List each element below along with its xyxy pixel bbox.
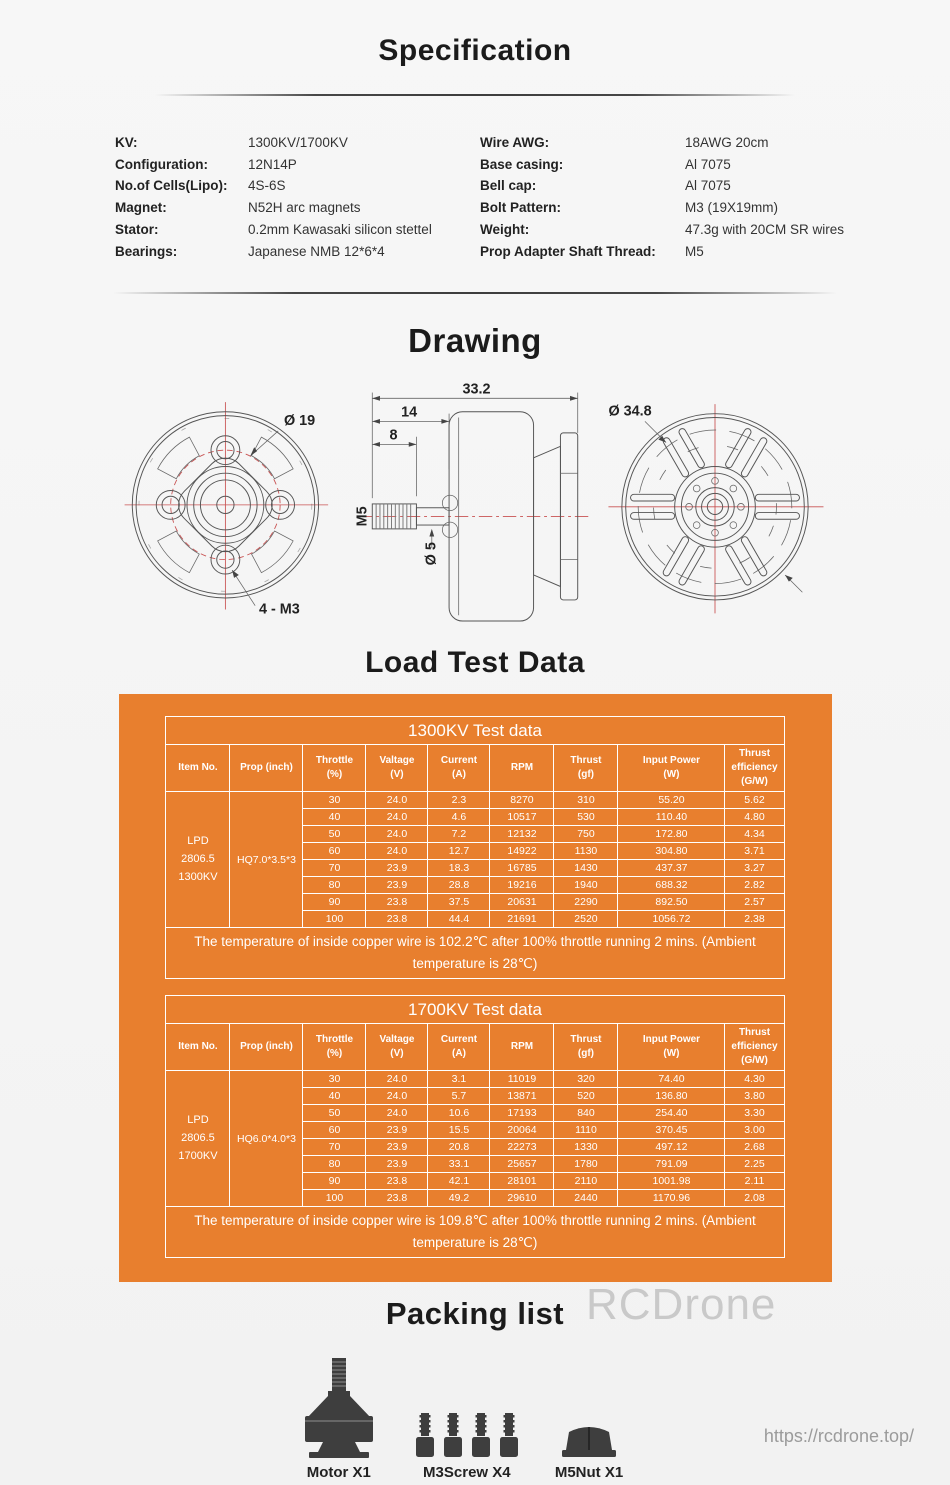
data-cell: 530: [554, 809, 618, 826]
data-cell: 17193: [490, 1105, 554, 1122]
data-cell: 8270: [490, 792, 554, 809]
data-cell: 19216: [490, 877, 554, 894]
test-data-table: [165, 995, 784, 1258]
spec-value: N52H arc magnets: [248, 200, 361, 216]
data-cell: 23.9: [366, 877, 428, 894]
data-cell: 70: [303, 860, 366, 877]
spec-label: KV:: [115, 135, 138, 150]
data-cell: 23.8: [366, 894, 428, 911]
column-header: Current (A): [428, 1024, 490, 1071]
packing-items: [0, 1358, 936, 1481]
data-cell: 2.25: [725, 1156, 784, 1173]
data-cell: 21691: [490, 911, 554, 928]
test-data-table: [165, 716, 784, 979]
data-cell: 5.62: [725, 792, 784, 809]
data-cell: 3.30: [725, 1105, 784, 1122]
column-header: Input Power (W): [618, 1024, 725, 1071]
dim-shaft-label: 14: [401, 404, 418, 421]
column-header: RPM: [490, 1024, 554, 1071]
spec-value: 12N14P: [248, 156, 297, 172]
data-cell: 23.8: [366, 1190, 428, 1207]
data-cell: 24.0: [366, 1105, 428, 1122]
item-no-cell: LPD 2806.5 1300KV: [166, 792, 230, 928]
spec-label: Bell cap:: [480, 178, 537, 194]
spec-value: M5: [685, 243, 704, 259]
spec-row: [480, 175, 940, 197]
divider-spec-bottom: [113, 292, 837, 294]
data-cell: 4.34: [725, 826, 784, 843]
column-header: Thrust (gf): [554, 1024, 618, 1071]
spec-label: Bearings:: [115, 243, 178, 259]
motor-front-view-drawing: [115, 372, 355, 632]
data-cell: 520: [554, 1088, 618, 1105]
packing-item-label: Motor X1: [306, 1464, 371, 1482]
spec-row: [480, 197, 940, 219]
data-cell: 50: [303, 1105, 366, 1122]
spec-col-right: [480, 132, 940, 262]
column-header: Thrust efficiency (G/W): [725, 745, 784, 792]
data-cell: 10.6: [428, 1105, 490, 1122]
data-cell: 1056.72: [618, 911, 725, 928]
data-cell: 2.11: [725, 1173, 784, 1190]
table-note-row: [166, 1207, 784, 1258]
data-cell: 12132: [490, 826, 554, 843]
data-cell: 4.6: [428, 809, 490, 826]
data-cell: 11019: [490, 1071, 554, 1088]
data-cell: 74.40: [618, 1071, 725, 1088]
front-diameter-label: Ø 19: [283, 413, 316, 430]
data-cell: 2.38: [725, 911, 784, 928]
data-cell: 3.71: [725, 843, 784, 860]
data-cell: 24.0: [366, 792, 428, 809]
data-cell: 437.37: [618, 860, 725, 877]
packing-item-label: M5Nut X1: [554, 1464, 624, 1482]
data-cell: 254.40: [618, 1105, 725, 1122]
data-cell: 10517: [490, 809, 554, 826]
spec-label: Wire AWG:: [480, 135, 550, 150]
data-cell: 24.0: [366, 809, 428, 826]
item-no-cell: LPD 2806.5 1700KV: [166, 1071, 230, 1207]
data-cell: 2520: [554, 911, 618, 928]
spec-row: [115, 197, 480, 219]
website-url: https://rcdrone.top/: [763, 1426, 914, 1446]
column-header: Item No.: [166, 1024, 230, 1071]
load-test-tables: [119, 716, 832, 1258]
data-cell: 50: [303, 826, 366, 843]
motor-icon: [299, 1358, 379, 1458]
data-cell: 2.3: [428, 792, 490, 809]
packing-list-title: Packing list: [385, 1296, 565, 1332]
spec-value: Japanese NMB 12*6*4: [248, 243, 385, 259]
packing-item: [555, 1424, 623, 1481]
column-header: Prop (inch): [230, 1024, 303, 1071]
packing-item-label: M3Screw X4: [423, 1464, 511, 1482]
shaft-diameter-label: Ø 5: [423, 542, 440, 566]
data-cell: 28101: [490, 1173, 554, 1190]
spec-row: [115, 219, 480, 241]
data-cell: 42.1: [428, 1173, 490, 1190]
data-cell: 24.0: [366, 1071, 428, 1088]
spec-value: 1300KV/1700KV: [248, 135, 348, 150]
data-cell: 688.32: [618, 877, 725, 894]
data-cell: 7.2: [428, 826, 490, 843]
spec-row: [115, 132, 480, 154]
data-cell: 44.4: [428, 911, 490, 928]
data-cell: 1110: [554, 1122, 618, 1139]
data-cell: 90: [303, 894, 366, 911]
data-cell: 2440: [554, 1190, 618, 1207]
data-cell: 1430: [554, 860, 618, 877]
load-test-title: Load Test Data: [365, 646, 585, 680]
spec-col-left: [115, 132, 480, 262]
data-cell: 1330: [554, 1139, 618, 1156]
data-cell: 23.9: [366, 1156, 428, 1173]
prop-cell: HQ6.0*4.0*3: [230, 1071, 303, 1207]
dim-overall-label: 33.2: [462, 381, 491, 398]
data-cell: 4.30: [725, 1071, 784, 1088]
column-header: Item No.: [166, 745, 230, 792]
data-cell: 13871: [490, 1088, 554, 1105]
data-cell: 497.12: [618, 1139, 725, 1156]
spec-value: 4S-6S: [248, 178, 286, 194]
spec-row: [480, 132, 940, 154]
data-cell: 40: [303, 809, 366, 826]
data-cell: 2.08: [725, 1190, 784, 1207]
data-cell: 23.9: [366, 1122, 428, 1139]
data-cell: 892.50: [618, 894, 725, 911]
motor-rear-view-drawing: [595, 372, 835, 632]
data-cell: 110.40: [618, 809, 725, 826]
data-cell: 80: [303, 1156, 366, 1173]
temperature-note: The temperature of inside copper wire is 102.2℃ after 100% throttle running 2 mins. (Ambient temperature is 28℃): [166, 928, 784, 979]
spec-row: [480, 154, 940, 176]
temperature-note: The temperature of inside copper wire is 109.8℃ after 100% throttle running 2 mins. (Ambient temperature is 28℃): [166, 1207, 784, 1258]
data-cell: 90: [303, 1173, 366, 1190]
data-cell: 172.80: [618, 826, 725, 843]
data-cell: 14922: [490, 843, 554, 860]
column-header: Valtage (V): [366, 745, 428, 792]
column-header: Throttle (%): [303, 1024, 366, 1071]
specification-title: Specification: [378, 34, 572, 67]
data-cell: 5.7: [428, 1088, 490, 1105]
data-cell: 3.27: [725, 860, 784, 877]
dim-thread-label: 8: [389, 427, 398, 444]
load-test-panel: [119, 694, 832, 1282]
data-cell: 23.8: [366, 1173, 428, 1190]
data-cell: 136.80: [618, 1088, 725, 1105]
rear-diameter-label: Ø 34.8: [608, 403, 652, 420]
spec-value: 18AWG 20cm: [685, 135, 769, 150]
data-cell: 20631: [490, 894, 554, 911]
data-cell: 25657: [490, 1156, 554, 1173]
spec-row: [115, 175, 480, 197]
data-cell: 37.5: [428, 894, 490, 911]
data-cell: 2.82: [725, 877, 784, 894]
data-cell: 3.00: [725, 1122, 784, 1139]
spec-row: [480, 219, 940, 241]
data-cell: 24.0: [366, 843, 428, 860]
spec-label: Prop Adapter Shaft Thread:: [480, 243, 656, 259]
data-cell: 30: [303, 1071, 366, 1088]
table-note-row: [166, 928, 784, 979]
spec-value: 47.3g with 20CM SR wires: [685, 221, 845, 237]
screw-icon: [415, 1412, 519, 1458]
data-cell: 23.9: [366, 860, 428, 877]
spec-label: No.of Cells(Lipo):: [115, 178, 228, 194]
spec-value: 0.2mm Kawasaki silicon stettel: [248, 221, 432, 237]
data-cell: 60: [303, 843, 366, 860]
column-header: Prop (inch): [230, 745, 303, 792]
motor-side-view-drawing: [355, 372, 595, 632]
data-cell: 1940: [554, 877, 618, 894]
data-cell: 20.8: [428, 1139, 490, 1156]
column-header: Input Power (W): [618, 745, 725, 792]
thread-size-label: M5: [355, 506, 371, 527]
data-cell: 100: [303, 1190, 366, 1207]
data-cell: 23.9: [366, 1139, 428, 1156]
data-cell: 12.7: [428, 843, 490, 860]
data-cell: 55.20: [618, 792, 725, 809]
data-cell: 80: [303, 877, 366, 894]
brand-watermark: RCDrone: [586, 1280, 777, 1329]
data-cell: 791.09: [618, 1156, 725, 1173]
spec-row: [115, 154, 480, 176]
data-cell: 3.80: [725, 1088, 784, 1105]
table-title-row: [166, 717, 784, 745]
table-header-row: [166, 745, 784, 792]
table-title: 1300KV Test data: [166, 717, 784, 745]
nut-icon: [561, 1424, 617, 1458]
data-cell: 33.1: [428, 1156, 490, 1173]
column-header: Thrust efficiency (G/W): [725, 1024, 784, 1071]
data-cell: 304.80: [618, 843, 725, 860]
spec-value: M3 (19X19mm): [685, 200, 779, 216]
spec-label: Base casing:: [480, 156, 564, 172]
packing-item: [415, 1412, 519, 1481]
data-cell: 2110: [554, 1173, 618, 1190]
data-cell: 24.0: [366, 1088, 428, 1105]
data-cell: 24.0: [366, 826, 428, 843]
data-cell: 70: [303, 1139, 366, 1156]
data-cell: 1001.98: [618, 1173, 725, 1190]
data-cell: 1170.96: [618, 1190, 725, 1207]
drawing-title: Drawing: [408, 322, 542, 360]
data-cell: 49.2: [428, 1190, 490, 1207]
data-cell: 20064: [490, 1122, 554, 1139]
data-cell: 15.5: [428, 1122, 490, 1139]
spec-value: Al 7075: [685, 178, 731, 194]
data-cell: 60: [303, 1122, 366, 1139]
data-cell: 750: [554, 826, 618, 843]
data-cell: 23.8: [366, 911, 428, 928]
data-cell: 4.80: [725, 809, 784, 826]
spec-label: Weight:: [480, 221, 530, 237]
data-cell: 1130: [554, 843, 618, 860]
spec-value: Al 7075: [685, 156, 731, 172]
spec-row: [115, 241, 480, 263]
spec-label: Bolt Pattern:: [480, 200, 561, 216]
table-title: 1700KV Test data: [166, 996, 784, 1024]
data-cell: 28.8: [428, 877, 490, 894]
packing-item: [299, 1358, 379, 1481]
column-header: Valtage (V): [366, 1024, 428, 1071]
column-header: Throttle (%): [303, 745, 366, 792]
data-cell: 2.68: [725, 1139, 784, 1156]
table-header-row: [166, 1024, 784, 1071]
data-cell: 16785: [490, 860, 554, 877]
prop-cell: HQ7.0*3.5*3: [230, 792, 303, 928]
specification-section: [115, 132, 950, 262]
spec-label: Stator:: [115, 221, 159, 237]
spec-label: Magnet:: [115, 200, 167, 216]
data-cell: 18.3: [428, 860, 490, 877]
spec-label: Configuration:: [115, 156, 208, 172]
data-cell: 2.57: [725, 894, 784, 911]
data-cell: 2290: [554, 894, 618, 911]
data-cell: 22273: [490, 1139, 554, 1156]
table-row: [166, 792, 784, 809]
data-cell: 840: [554, 1105, 618, 1122]
data-cell: 30: [303, 792, 366, 809]
table-row: [166, 1071, 784, 1088]
table-title-row: [166, 996, 784, 1024]
spec-row: [480, 241, 940, 263]
divider-top: [155, 94, 795, 96]
front-bolt-label: 4 - M3: [259, 601, 300, 618]
column-header: Thrust (gf): [554, 745, 618, 792]
data-cell: 310: [554, 792, 618, 809]
data-cell: 3.1: [428, 1071, 490, 1088]
data-cell: 370.45: [618, 1122, 725, 1139]
data-cell: 40: [303, 1088, 366, 1105]
data-cell: 100: [303, 911, 366, 928]
data-cell: 320: [554, 1071, 618, 1088]
data-cell: 29610: [490, 1190, 554, 1207]
column-header: Current (A): [428, 745, 490, 792]
drawing-section: [0, 372, 950, 632]
column-header: RPM: [490, 745, 554, 792]
data-cell: 1780: [554, 1156, 618, 1173]
